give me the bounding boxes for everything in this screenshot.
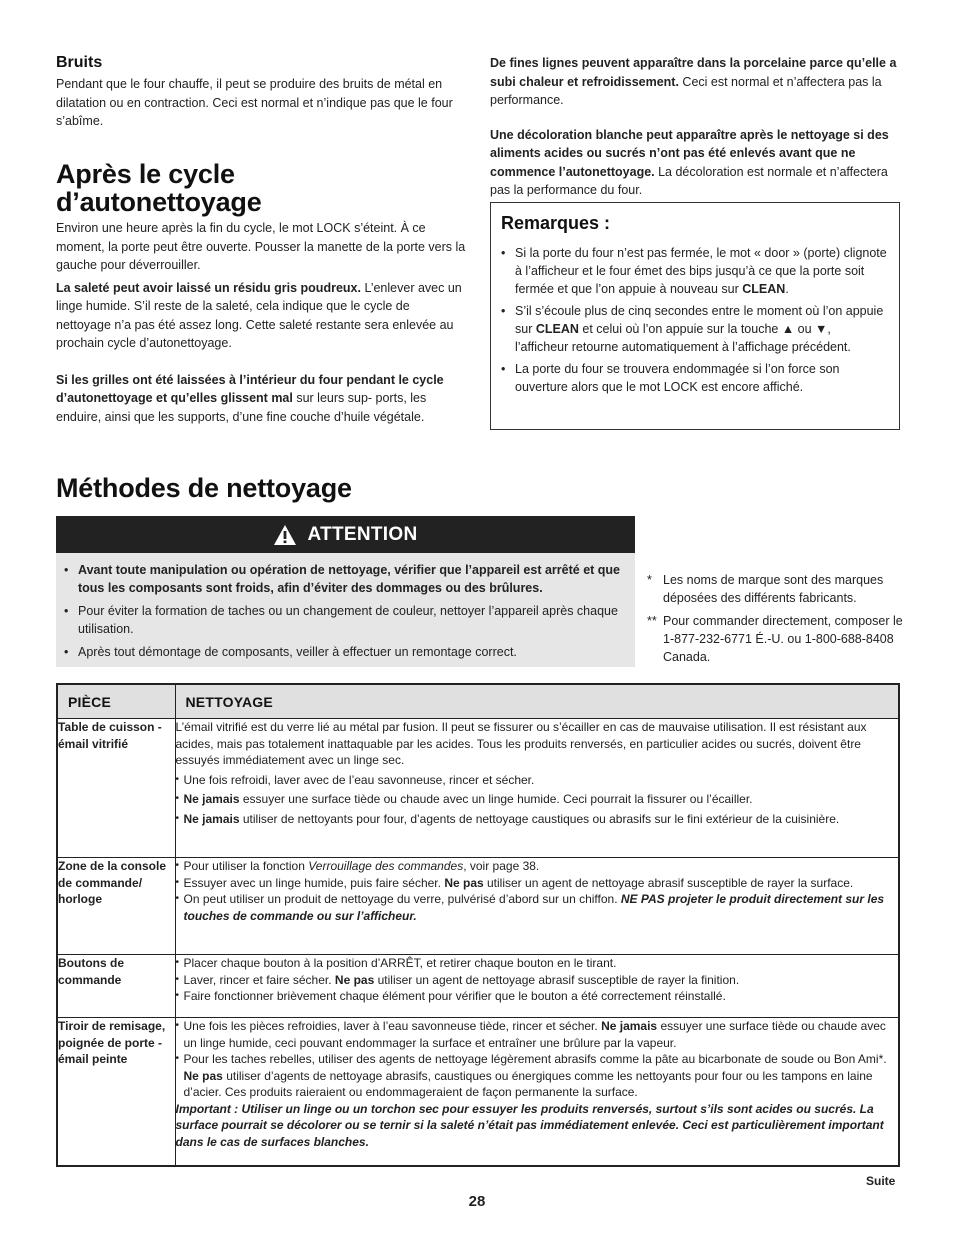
attention-body: [56, 553, 635, 667]
row-cleaning-cell: [175, 719, 899, 858]
row-bullet: [176, 875, 899, 892]
row-cleaning-cell: [175, 858, 899, 955]
row-bullet: • Placer chaque bouton à la position d’ARRÊT, et retirer chaque bouton en le tirant.: [176, 955, 899, 972]
table-row: [57, 719, 899, 858]
attention-item: • Pour éviter la formation de taches ou un changement de couleur, nettoyer l’appareil après chaque utilisation.: [64, 602, 623, 638]
table-row: [57, 1018, 899, 1166]
remarques-item-end: .: [785, 282, 789, 296]
row-bullet-bold: Ne pas: [183, 1068, 223, 1083]
row-bullet-text: Pour les taches rebelles, utiliser des agents de nettoyage légèrement abrasifs comme la pâte au bicarbonate de soude ou Bon Ami*.: [183, 1052, 887, 1066]
apres-heading-line2: d’autonettoyage: [56, 187, 262, 217]
bruits-heading: Bruits: [56, 54, 103, 71]
row-bullet-text: utiliser d’agents de nettoyage abrasifs, caustiques ou énergiques comme les nettoyants pour four ou les tampons en laine d’acier. Ces produits raieraient ou endommageraient de façon permanente la surface.: [183, 1068, 873, 1099]
lignes-paragraph: [490, 54, 900, 110]
page-number: 28: [468, 1193, 486, 1210]
apres-paragraph-1: Environ une heure après la fin du cycle, le mot LOCK s’éteint. À ce moment, la porte peut être ouverte. Pousser la manette de la porte vers la gauche pour déverrouiller.: [56, 221, 466, 272]
apres-section: [56, 160, 466, 216]
row-bullet-text: , voir page 38.: [463, 859, 540, 873]
decoloration-paragraph: [490, 126, 900, 200]
footnote-mark: *: [647, 573, 652, 587]
table-row: [57, 858, 899, 955]
remarques-item-text: Si la porte du four n’est pas fermée, le mot « door » (porte) clignote à l’afficheur et le four émet des bips jusqu’à ce que la porte soit fermée et que l’on appuie à nouveau sur: [515, 246, 887, 296]
footnotes: [647, 571, 903, 666]
row-piece-label: Table de cuisson - émail vitrifié: [57, 719, 175, 858]
porcelaine-notes: [490, 54, 900, 200]
suite-label: Suite: [866, 1174, 896, 1188]
row-important-note: Important : Utiliser un linge ou un torchon sec pour essuyer les produits renversés, surtout s’ils sont acides ou sucrés. La surface pourrait se décolorer ou se ternir si la saleté n’était pas immédiatement enlevée. Ceci est particulièrement important dans le cas de surfaces blanches.: [175, 1101, 884, 1149]
row-bullet-rest: essuyer une surface tiède ou chaude avec un linge humide. Ceci pourrait la fissurer ou l’écailler.: [239, 792, 753, 806]
remarques-item: • La porte du four se trouvera endommagée si l’on force son ouverture alors que le mot LOCK est encore affiché.: [501, 360, 887, 396]
row-bullet: [176, 1051, 899, 1101]
row-piece-label: Boutons de commande: [57, 955, 175, 1018]
apres-paragraph-3: [56, 371, 466, 427]
row-piece-label: Tiroir de remisage, poignée de porte - émail peinte: [57, 1018, 175, 1166]
table-row: [57, 955, 899, 1018]
row-bullet-text: Laver, rincer et faire sécher.: [183, 972, 335, 987]
remarques-item: [501, 302, 887, 356]
row-bullet-bold-italic: NE PAS projeter le produit directement sur les touches de commande ou sur l’afficheur.: [183, 892, 885, 923]
footnote-text: Les noms de marque sont des marques déposées des différents fabricants.: [663, 573, 884, 605]
decoloration-bold: Une décoloration blanche peut apparaître après le nettoyage si des aliments acides ou sucrés n’ont pas été enlevés avant que ne commence l’autonettoyage.: [490, 127, 889, 179]
row-bullet-text: Essuyer avec un linge humide, puis faire sécher.: [183, 875, 445, 890]
apres-p2-bold: La saleté peut avoir laissé un résidu gris poudreux.: [56, 280, 361, 295]
apres-body: [56, 219, 466, 426]
row-bullet: [176, 858, 899, 875]
row-bullet-text: utiliser un agent de nettoyage abrasif susceptible de rayer la surface.: [483, 875, 854, 890]
apres-p3-bold: Si les grilles ont été laissées à l’intérieur du four pendant le cycle d’autonettoyage et qu’elles glissent mal: [56, 372, 444, 405]
row-bullet-text: On peut utiliser un produit de nettoyage du verre, pulvérisé d’abord sur un chiffon.: [183, 892, 621, 906]
row-piece-label: Zone de la console de commande/ horloge: [57, 858, 175, 955]
row-bullet-bold: Ne jamais: [601, 1019, 658, 1033]
row-cleaning-cell: [175, 1018, 899, 1166]
row-bullet-text: utiliser un agent de nettoyage abrasif susceptible de rayer la finition.: [374, 972, 740, 987]
attention-box: [56, 516, 635, 667]
cleaning-table: [56, 683, 900, 1167]
table-header-cell: [175, 684, 899, 719]
remarques-item-text: et celui où l’on appuie sur la touche ▲ ou ▼, l’afficheur retourne automatiquement à l’affichage précédent.: [515, 322, 851, 354]
remarques-item: [501, 244, 887, 298]
remarques-box: [490, 202, 900, 430]
row-bullet: • Une fois refroidi, laver avec de l’eau savonneuse, rincer et sécher.: [176, 772, 899, 789]
warning-triangle-icon: [273, 524, 297, 546]
row-bullet-rest: utiliser de nettoyants pour four, d’agents de nettoyage caustiques ou abrasifs sur le fini extérieur de la cuisinière.: [239, 811, 840, 826]
row-bullet-text: Pour utiliser la fonction: [183, 859, 309, 873]
apres-p2-rest: L’enlever avec un linge humide. S’il reste de la saleté, cela indique que le cycle de nettoyage n’a pas été assez long. Cette saleté restante sera enlevée au prochain cycle d’autonettoyage.: [56, 280, 462, 350]
apres-paragraph-2: [56, 279, 466, 353]
row-bullet: • Faire fonctionner brièvement chaque élément pour vérifier que le bouton a été correctement réinstallé.: [176, 988, 899, 1005]
table-header-cell: [57, 684, 175, 719]
lignes-bold: De fines lignes peuvent apparaître dans la porcelaine parce qu’elle a subi chaleur et refroidissement.: [490, 56, 897, 89]
apres-heading-line1: Après le cycle: [56, 159, 235, 189]
row-bullet-bold: Ne pas: [334, 972, 375, 987]
row-bullet: [176, 891, 899, 924]
apres-p3-rest: sur leurs sup- ports, les enduire, ainsi que les supports, d’une fine couche d’huile végétale.: [56, 391, 427, 424]
methodes-heading: Méthodes de nettoyage: [56, 473, 352, 503]
row-bullet-bold: Ne jamais: [183, 792, 240, 806]
col-header-nettoyage: NETTOYAGE: [185, 693, 273, 710]
row-bullet-bold: Ne pas: [444, 875, 484, 890]
footnote-trademark: [647, 571, 903, 607]
footnote-order: [647, 612, 903, 666]
table-header-row: [57, 684, 899, 719]
clean-key-label: CLEAN: [742, 282, 786, 296]
bruits-text: Pendant que le four chauffe, il peut se produire des bruits de métal en dilatation ou en contraction. Ceci est normal et n’indique pas que le four s’abîme.: [56, 77, 453, 128]
remarques-list: [501, 244, 887, 396]
attention-item-text: Avant toute manipulation ou opération de nettoyage, vérifier que l’appareil est arrêté et que tous les composants sont froids, afin d’éviter des dommages ou des brûlures.: [78, 563, 621, 595]
row-bullet-italic: Verrouillage des commandes: [308, 859, 464, 873]
lignes-rest: Ceci est normal et n’affectera pas la performance.: [490, 74, 882, 107]
row-bullet: [176, 791, 899, 808]
row-bullet-text: essuyer une surface tiède ou chaude avec un linge humide, ceci pouvant endommager la surface et entraîner une brûlure par la vapeur.: [183, 1019, 886, 1050]
clean-key-label: CLEAN: [535, 322, 579, 336]
decoloration-rest: La décoloration est normale et n’affectera pas la performance du four.: [490, 164, 888, 197]
row-bullet-text: Une fois les pièces refroidies, laver à l’eau savonneuse tiède, rincer et sécher.: [183, 1019, 602, 1033]
col-header-piece: PIÈCE: [68, 693, 112, 710]
footnote-mark: **: [647, 614, 657, 628]
attention-header: [56, 516, 635, 553]
row-bullet: [176, 972, 899, 989]
cleaning-table-wrap: [56, 683, 900, 1167]
footnote-text: Pour commander directement, composer le 1-877-232-6771 É.-U. ou 1-800-688-8408 Canada.: [663, 614, 903, 664]
row-bullet-bold: Ne jamais: [183, 811, 240, 826]
attention-label: ATTENTION: [307, 523, 418, 545]
remarques-item-text: S’il s’écoule plus de cinq secondes entre le moment où l’on appuie sur: [515, 304, 884, 336]
row-cleaning-cell: [175, 955, 899, 1018]
row-bullet: [176, 811, 899, 828]
attention-item: [64, 561, 623, 597]
bruits-section: [56, 54, 466, 131]
apres-heading: [56, 160, 466, 216]
row-intro: L’émail vitrifié est du verre lié au métal par fusion. Il peut se fissurer ou s’écailler en cas de mauvaise utilisation. Il est résistant aux acides, mais pas totalement inattaquable par les acides. Tous les produits renversés, en particulier acides ou sucrés, doivent être essuyés immédiatement avec un linge sec.: [175, 720, 867, 767]
row-bullet: [176, 1018, 899, 1051]
attention-list: [64, 561, 623, 661]
attention-item: • Après tout démontage de composants, veiller à effectuer un remontage correct.: [64, 643, 623, 661]
remarques-title: Remarques :: [501, 213, 611, 233]
